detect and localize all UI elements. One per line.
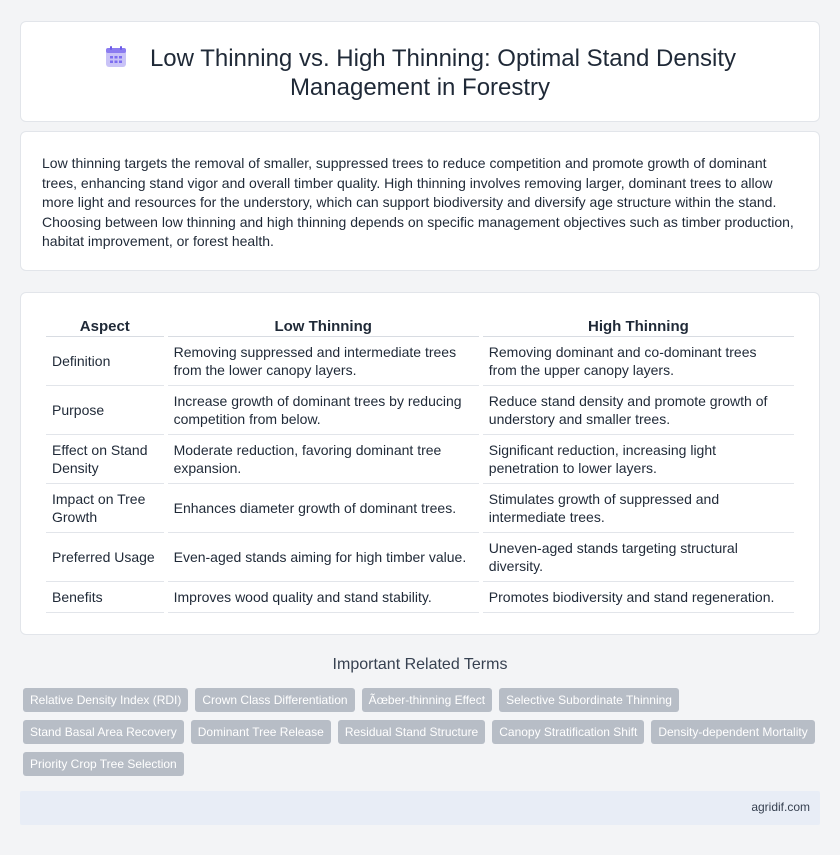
tag-uber-thinning-effect[interactable]: Ãœber-thinning Effect — [362, 688, 493, 712]
title-line-2: Management in Forestry — [289, 74, 551, 101]
cell-aspect: Purpose — [46, 386, 164, 435]
tag-row — [23, 752, 823, 776]
intro-card — [20, 131, 820, 271]
tag-canopy-stratification-shift[interactable]: Canopy Stratification Shift — [492, 720, 644, 744]
tag-density-dependent-mortality[interactable]: Density-dependent Mortality — [651, 720, 814, 744]
cell-low: Enhances diameter growth of dominant trees. — [168, 484, 479, 533]
cell-aspect: Impact on Tree Growth — [46, 484, 164, 533]
cell-low: Removing suppressed and intermediate trees from the lower canopy layers. — [168, 337, 479, 386]
cell-aspect: Benefits — [46, 582, 164, 613]
cell-aspect: Effect on Stand Density — [46, 435, 164, 484]
title-card — [20, 21, 820, 122]
table-row — [46, 582, 794, 613]
table-row — [46, 435, 794, 484]
cell-high: Stimulates growth of suppressed and intermediate trees. — [483, 484, 794, 533]
intro-paragraph: Low thinning targets the removal of smaller, suppressed trees to reduce competition and promote growth of dominant trees, enhancing stand vigor and overall timber quality. High thinning involves removing larger, dominant trees to allow more light and resources for the understory, which can support biodiversity and diversify age structure within the stand. Choosing between low thinning and high thinning depends on specific management objectives such as timber production, habitat improvement, or forest health. — [42, 155, 794, 249]
cell-low: Increase growth of dominant trees by reducing competition from below. — [168, 386, 479, 435]
cell-aspect: Preferred Usage — [46, 533, 164, 582]
related-terms-list — [23, 688, 823, 784]
tag-row — [23, 720, 823, 744]
tag-row — [23, 688, 823, 712]
footer — [20, 791, 820, 825]
tag-relative-density-index[interactable]: Relative Density Index (RDI) — [23, 688, 188, 712]
cell-low: Even-aged stands aiming for high timber value. — [168, 533, 479, 582]
comparison-card — [20, 292, 820, 635]
cell-low: Moderate reduction, favoring dominant tree expansion. — [168, 435, 479, 484]
calendar-icon — [104, 45, 128, 69]
tag-selective-subordinate-thinning[interactable]: Selective Subordinate Thinning — [499, 688, 679, 712]
tag-stand-basal-area-recovery[interactable]: Stand Basal Area Recovery — [23, 720, 184, 744]
cell-high: Significant reduction, increasing light penetration to lower layers. — [483, 435, 794, 484]
table-row — [46, 484, 794, 533]
comparison-table — [42, 315, 798, 613]
header-high-thinning: High Thinning — [483, 315, 794, 337]
tag-crown-class-differentiation[interactable]: Crown Class Differentiation — [195, 688, 354, 712]
header-low-thinning: Low Thinning — [168, 315, 479, 337]
tag-priority-crop-tree-selection[interactable]: Priority Crop Tree Selection — [23, 752, 184, 776]
cell-high: Promotes biodiversity and stand regeneration. — [483, 582, 794, 613]
table-row — [46, 337, 794, 386]
cell-high: Reduce stand density and promote growth of understory and smaller trees. — [483, 386, 794, 435]
title-line-1: Low Thinning vs. High Thinning: Optimal Stand Density — [149, 45, 737, 72]
tag-dominant-tree-release[interactable]: Dominant Tree Release — [191, 720, 331, 744]
cell-aspect: Definition — [46, 337, 164, 386]
page-title — [21, 44, 819, 102]
header-aspect: Aspect — [46, 315, 164, 337]
table-header-row — [46, 315, 794, 337]
table-row — [46, 386, 794, 435]
footer-site-link[interactable]: agridif.com — [751, 800, 810, 814]
cell-low: Improves wood quality and stand stability. — [168, 582, 479, 613]
related-terms-heading: Important Related Terms — [332, 656, 508, 673]
table-row — [46, 533, 794, 582]
cell-high: Removing dominant and co-dominant trees from the upper canopy layers. — [483, 337, 794, 386]
tag-residual-stand-structure[interactable]: Residual Stand Structure — [338, 720, 485, 744]
cell-high: Uneven-aged stands targeting structural diversity. — [483, 533, 794, 582]
